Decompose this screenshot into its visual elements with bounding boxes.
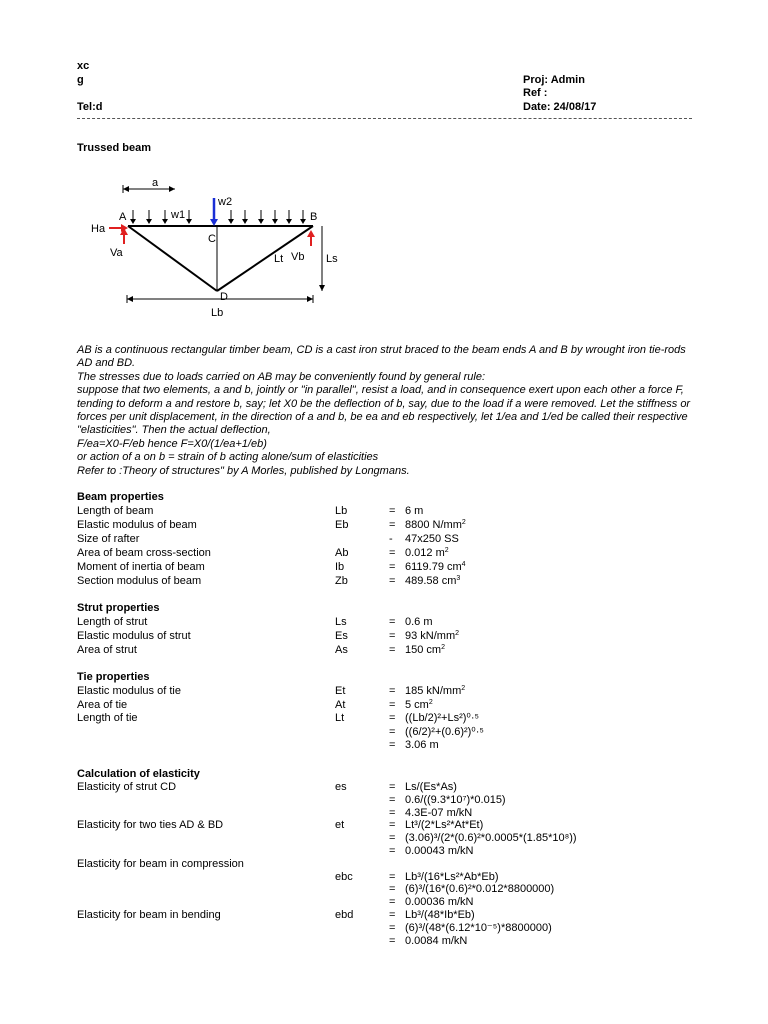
label-Ls: Ls [326,253,338,265]
property-value: ((6/2)²+(0.6)²)⁰·⁵ [405,725,484,738]
property-label: Length of beam [77,505,154,517]
elasticity-heading: Calculation of elasticity [77,768,200,780]
unit-exponent: 4 [461,561,466,568]
load-arrowhead [228,219,234,224]
load-arrowhead [242,219,248,224]
property-symbol: ebc [335,870,353,883]
intro-paragraph [77,344,717,478]
property-value: ((Lb/2)²+Ls²)⁰·⁵ [405,712,480,725]
property-operator: - [389,533,393,545]
property-operator: = [389,725,396,738]
property-value [405,546,449,560]
property-label: Area of beam cross-section [77,547,211,559]
header-date: Date: 24/08/17 [523,101,597,113]
load-arrowhead [272,219,278,224]
header-company-line2: g [77,74,84,86]
value-text: 489.58 cm [405,575,457,587]
property-label: Elasticity for two ties AD & BD [77,819,224,832]
property-value: (6)³/(16*(0.6)²*0.012*8800000) [405,883,555,896]
intro-line: or action of a on b = strain of b acting alone/sum of elasticities [77,451,379,464]
property-operator: = [389,934,396,947]
property-symbol: Ib [335,561,345,573]
value-text: 0.012 m [405,547,445,559]
property-symbol: Ls [335,616,347,628]
point-load-w2-arrowhead [210,219,218,226]
label-w2: w2 [218,196,233,208]
property-value [405,518,466,532]
property-symbol: At [335,698,346,711]
unit-exponent: 2 [444,547,449,554]
property-value: 47x250 SS [405,533,459,545]
intro-line: AD and BD. [77,357,136,370]
intro-line: AB is a continuous rectangular timber beam, CD is a cast iron strut braced to the beam ends A and B by wrought iron tie-rods [77,344,686,356]
property-label: Elastic modulus of strut [77,630,191,642]
property-value: Lb³/(48*Ib*Eb) [405,909,475,921]
label-Ha: Ha [91,223,106,235]
property-value: 0.6 m [405,616,433,628]
property-operator: = [389,793,396,806]
property-value: 6 m [405,505,424,517]
property-operator: = [389,547,396,559]
unit-exponent: 3 [456,575,461,582]
property-value [405,629,459,643]
label-Vb: Vb [291,251,305,263]
dimension-lb-arrow-right [307,296,313,302]
property-symbol: Zb [335,575,348,587]
property-operator: = [389,883,396,896]
property-label: Elasticity of strut CD [77,781,177,793]
property-label: Length of strut [77,616,148,628]
property-symbol: es [335,781,347,793]
value-text: 185 kN/mm [405,685,462,697]
load-arrowhead [146,219,152,224]
property-value: Ls/(Es*As) [405,781,457,793]
property-operator: = [389,519,396,531]
property-symbol: ebd [335,909,354,921]
property-operator: = [389,698,396,711]
unit-exponent: 2 [461,685,466,692]
label-Lb: Lb [211,307,224,319]
property-value: 4.3E-07 m/kN [405,806,473,819]
intro-line: Refer to :Theory of structures" by A Morles, published by Longmans. [77,464,410,477]
label-a: a [152,177,159,189]
value-text: 8800 N/mm [405,519,462,531]
property-symbol: Lb [335,505,348,517]
dimension-ls-arrow [319,285,325,291]
property-operator: = [389,616,396,628]
load-arrowhead [130,219,136,224]
property-label: Elasticity for beam in bending [77,909,221,921]
label-Va: Va [110,247,123,259]
property-value: 0.00036 m/kN [405,896,474,909]
property-operator: = [389,561,396,573]
header-ref: Ref : [523,87,548,99]
property-operator: = [389,739,396,752]
intro-line: suppose that two elements, a and b, jointly or "in parallel", resist a load, and in consequence exert upon each other a force F, [77,384,684,397]
intro-line: "elasticities". Then the actual deflection, [77,424,271,437]
property-symbol: et [335,819,345,832]
dimension-lb-arrow-left [127,296,133,302]
load-arrowhead [162,219,168,224]
property-value [405,684,465,698]
property-label: Elastic modulus of beam [77,519,197,531]
label-A: A [119,211,127,223]
unit-exponent: 2 [455,630,460,637]
property-value [405,560,466,574]
property-label: Section modulus of beam [77,575,202,587]
value-text: 6119.79 cm [405,561,462,573]
property-symbol: Ab [335,547,349,559]
property-value [405,574,460,588]
header-company-line1: xc [77,60,90,72]
property-operator: = [389,819,396,832]
property-operator: = [389,921,396,934]
trussed-beam-diagram [85,172,365,322]
header-project: Proj: Admin [523,74,585,86]
dimension-a-arrow-right [169,186,175,192]
property-value [405,643,445,657]
label-w1: w1 [171,209,186,221]
property-operator: = [389,806,396,819]
reaction-vb-arrowhead [307,230,315,237]
property-label: Moment of inertia of beam [77,561,205,573]
property-label: Elasticity for beam in compression [77,857,244,870]
property-operator: = [389,870,396,883]
property-label: Area of tie [77,698,128,711]
property-operator: = [389,575,396,587]
property-operator: = [389,896,396,909]
load-arrowhead [286,219,292,224]
load-arrowhead [300,219,306,224]
property-value: 3.06 m [405,739,439,752]
property-symbol: Eb [335,519,349,531]
property-symbol: Lt [335,712,345,725]
property-value: Lt³/(2*Ls²*At*Et) [405,819,484,832]
property-operator: = [389,781,396,793]
intro-line: The stresses due to loads carried on AB may be conveniently found by general rule: [77,370,486,383]
property-operator: = [389,845,396,857]
property-operator: = [389,909,396,921]
property-value [405,698,433,712]
intro-line: forces per unit displacement, in the direction of a and b, be ea and eb respectively, let 1/ea and 1/ed be called their respective [77,411,688,424]
property-value: 0.6/((9.3*10⁷)*0.015) [405,793,506,806]
property-symbol: As [335,644,348,656]
tie-properties-heading: Tie properties [77,671,150,683]
property-operator: = [389,505,396,517]
unit-exponent: 2 [428,698,433,706]
value-text: 150 cm [405,644,442,656]
load-arrowhead [258,219,264,224]
value-text: 93 kN/mm [405,630,456,642]
distributed-load-arrows [130,210,306,224]
property-label: Elastic modulus of tie [77,685,181,697]
header-divider [77,118,692,119]
page-title: Trussed beam [77,142,151,154]
property-operator: = [389,644,396,656]
property-symbol: Es [335,630,348,642]
property-value: (6)³/(48*(6.12*10⁻⁵)*8800000) [405,921,552,934]
property-value: 0.00043 m/kN [405,845,474,857]
intro-line: tending to deform a and restore b, say; let X0 be the deflection of b, say, due to the load if a were removed. Let the stiffness or [77,397,691,410]
intro-line: F/ea=X0-F/eb hence F=X0/(1/ea+1/eb) [77,437,267,450]
property-operator: = [389,685,396,697]
unit-exponent: 2 [461,519,466,526]
beam-properties-heading: Beam properties [77,491,164,503]
property-value: (3.06)³/(2*(0.6)²*0.0005*(1.85*10⁸)) [405,832,577,845]
property-operator: = [389,832,396,845]
property-symbol: Et [335,685,346,697]
dimension-a-arrow-left [123,186,129,192]
property-value: 0.0084 m/kN [405,934,468,947]
unit-exponent: 2 [441,644,445,651]
property-operator: = [389,630,396,642]
property-label: Area of strut [77,644,137,656]
label-Lt: Lt [274,253,284,265]
label-B: B [310,211,318,223]
property-operator: = [389,712,396,725]
header-tel: Tel:d [77,101,103,113]
strut-properties-heading: Strut properties [77,602,160,614]
label-D: D [220,291,228,303]
value-text: 5 cm [405,698,429,711]
label-C: C [208,233,216,245]
property-label: Size of rafter [77,533,140,545]
tie-ad [128,226,217,291]
property-value: Lb³/(16*Ls²*Ab*Eb) [405,870,499,883]
load-arrowhead [186,219,192,224]
property-label: Length of tie [77,712,138,725]
